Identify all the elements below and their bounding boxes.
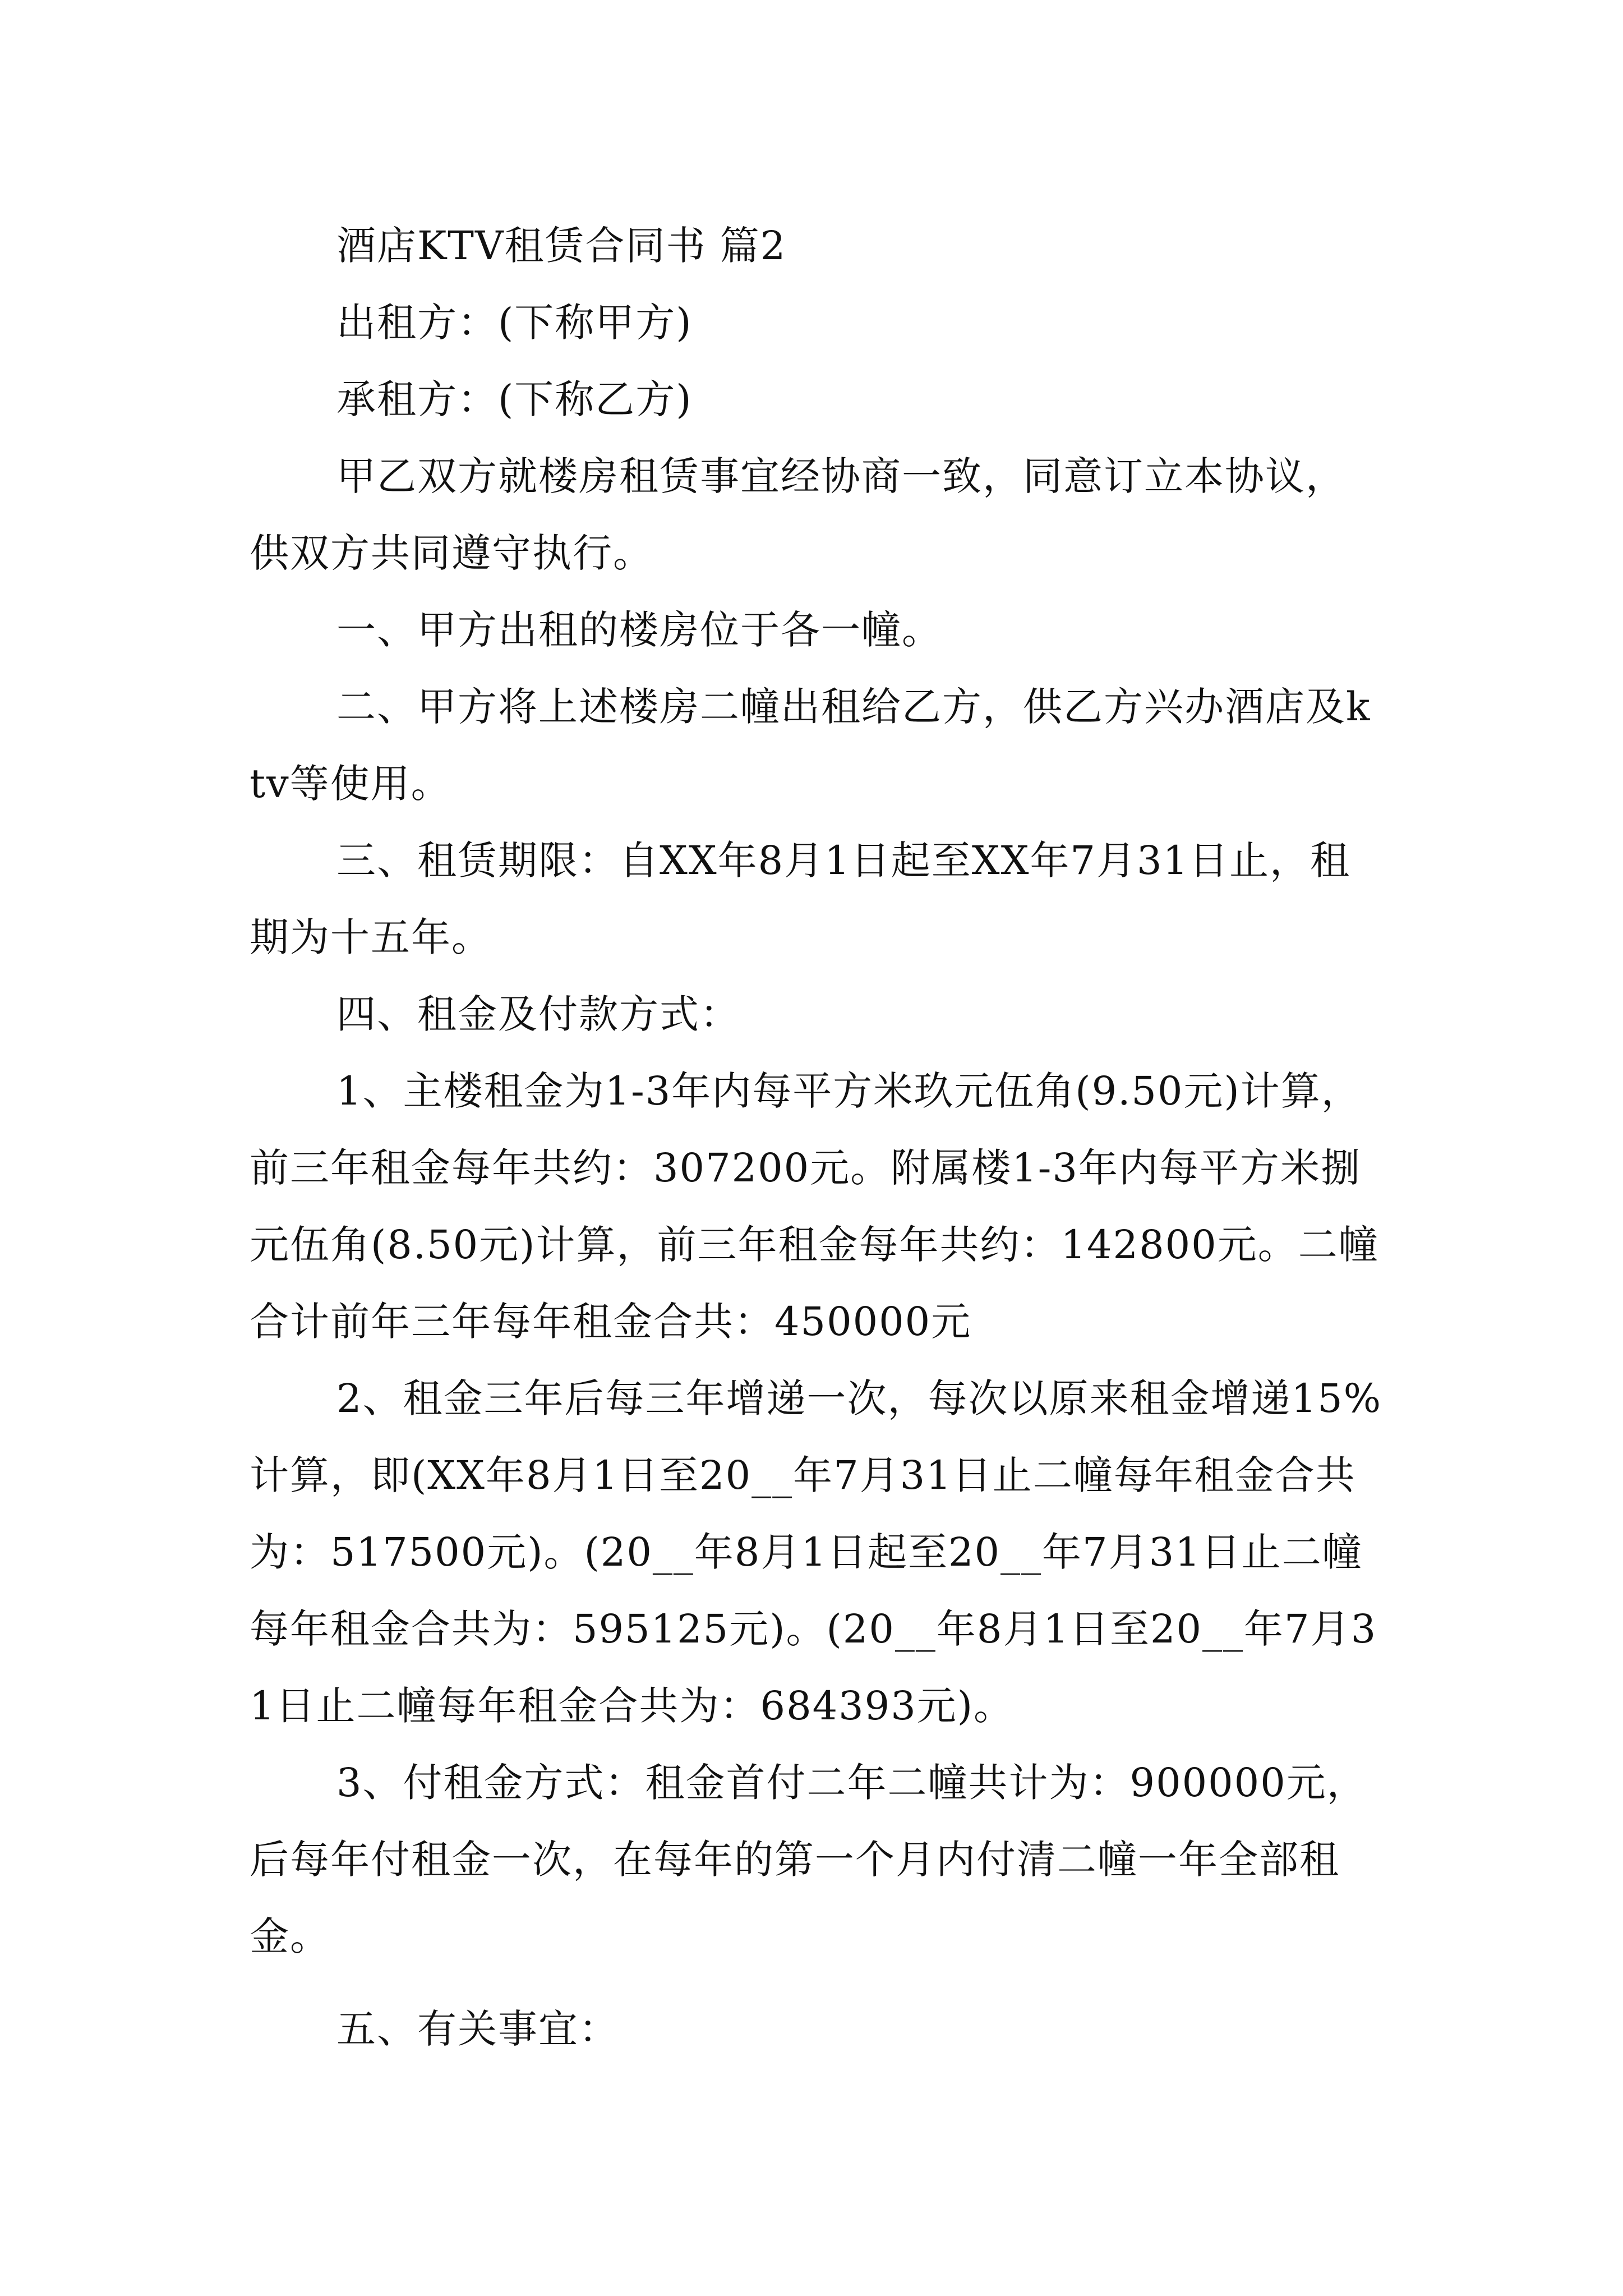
clause-5-heading: 五、有关事宜： — [336, 2006, 619, 2052]
agreement-intro: 甲乙双方就楼房租赁事宜经协商一致，同意订立本协议，供双方共同遵守执行。 — [250, 453, 1346, 576]
lessor-line: 出租方：(下称甲方) — [336, 300, 693, 346]
document-title: 酒店KTV租赁合同书 篇2 — [336, 223, 787, 269]
clause-3: 三、租赁期限：自XX年8月1日起至XX年7月31日止，租期为十五年。 — [250, 838, 1351, 960]
document-body — [250, 208, 1385, 2068]
lessee-line: 承租方：(下称乙方) — [336, 376, 693, 422]
clause-1: 一、甲方出租的楼房位于各一幢。 — [336, 607, 942, 653]
clause-2: 二、甲方将上述楼房二幢出租给乙方，供乙方兴办酒店及ktv等使用。 — [250, 684, 1371, 807]
clause-4-item-1: 1、主楼租金为1-3年内每平方米玖元伍角(9.50元)计算，前三年租金每年共约：307200元。附属楼1-3年内每平方米捌元伍角(8.50元)计算，前三年租金每年共约：142800元。二幢合计前年三年每年租金合共：450000元 — [250, 1068, 1379, 1345]
clause-4-item-3: 3、付租金方式：租金首付二年二幢共计为：900000元，后每年付租金一次，在每年的第一个月内付清二幢一年全部租金。 — [250, 1760, 1367, 1959]
clause-4-heading: 四、租金及付款方式： — [336, 991, 740, 1037]
clause-4-item-2: 2、租金三年后每三年增递一次，每次以原来租金增递15%计算，即(XX年8月1日至20__年7月31日止二幢每年租金合共为：517500元)。(20__年8月1日起至20__年7月31日止二幢每年租金合共为：595125元)。(20__年8月1日至20__年7月31日止二幢每年租金合共为：684393元)。 — [250, 1375, 1382, 1729]
